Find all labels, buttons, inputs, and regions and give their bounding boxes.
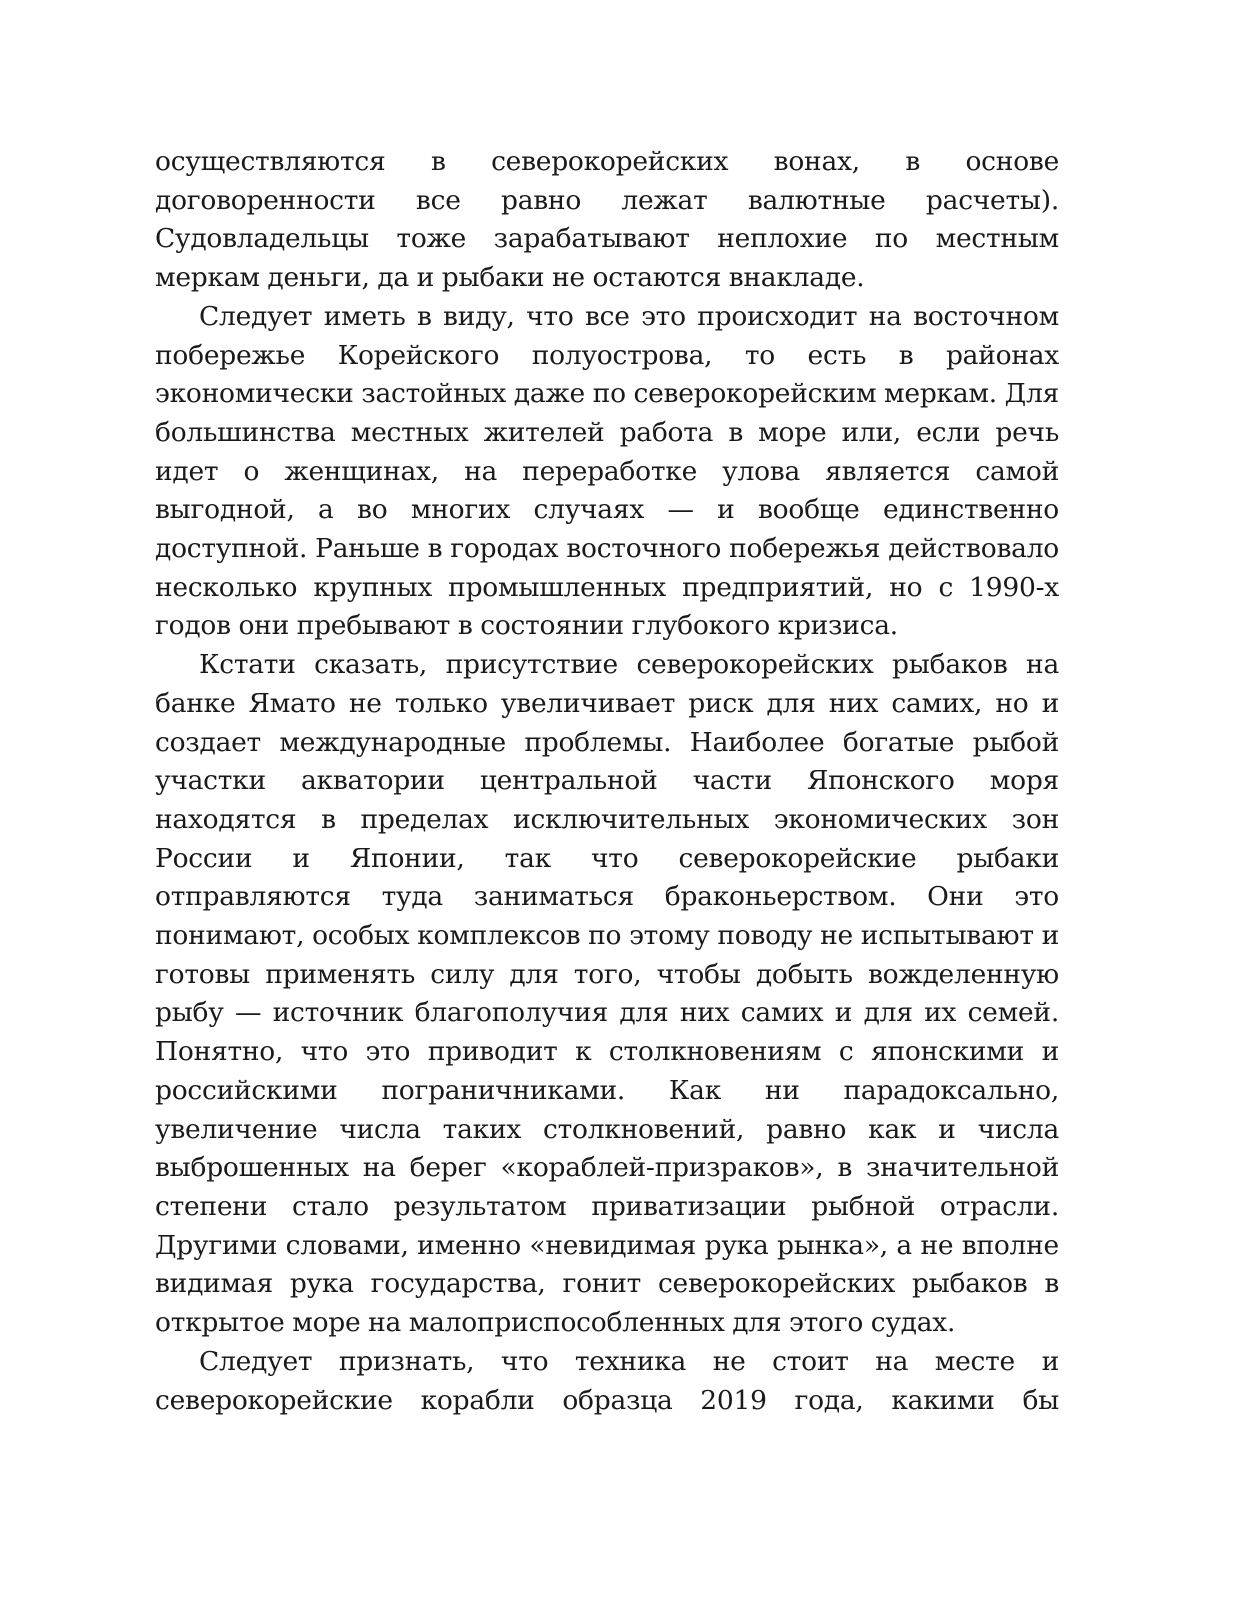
page-text [155, 143, 1059, 1420]
paragraph-3: Кстати сказать, присутствие северокорейских рыбаков на банке Ямато не только увеличивает риск для них самих, но и создает международные проблемы. Наиболее богатые рыбой участки акватории центральной части Японского моря находятся в пределах исключительных экономических зон России и Японии, так что северокорейские рыбаки отправляются туда заниматься браконьерством. Они это понимают, особых комплексов по этому поводу не испытывают и готовы применять силу для того, чтобы добыть вожделенную рыбу — источник благополучия для них самих и для их семей. Понятно, что это приводит к столкновениям с японскими и российскими пограничниками. Как ни парадоксально, увеличение числа таких столкновений, равно как и числа выброшенных на берег «кораблей-призраков», в значительной степени стало результатом приватизации рыбной отрасли. Другими словами, именно «невидимая рука рынка», а не вполне видимая рука государства, гонит северокорейских рыбаков в открытое море на малоприспособленных для этого судах. [155, 649, 1059, 1339]
paragraph-1: осуществляются в северокорейских вонах, в основе договоренности все равно лежат валютные расчеты). Судовладельцы тоже зарабатывают неплохие по местным меркам деньги, да и рыбаки не остаются внакладе. [155, 146, 1059, 294]
paragraph-2: Следует иметь в виду, что все это происходит на восточном побережье Корейского полуострова, то есть в районах экономически застойных даже по северокорейским меркам. Для большинства местных жителей работа в море или, если речь идет о женщинах, на переработке улова является самой выгодной, а во многих случаях — и вообще единственно доступной. Раньше в городах восточного побережья действовало несколько крупных промышленных предприятий, но с 1990-х годов они пребывают в состоянии глубокого кризиса. [155, 300, 1059, 642]
paragraph-4: Следует признать, что техника не стоит на месте и северокорейские корабли образца 2019 года, какими бы [155, 1345, 1059, 1416]
